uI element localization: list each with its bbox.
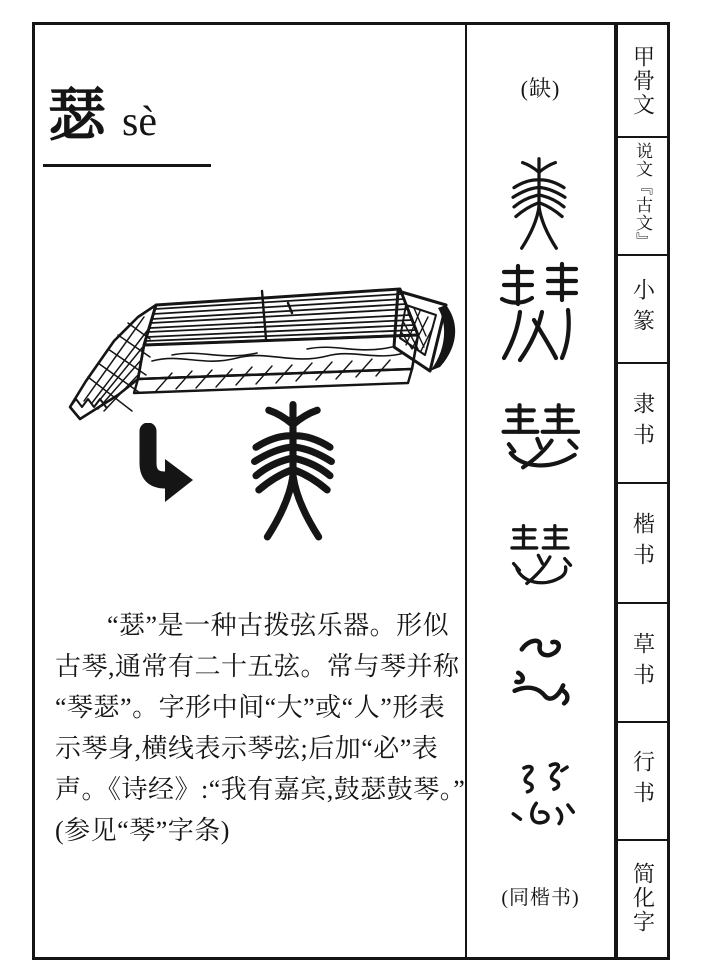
entry-header [48,83,158,148]
pinyin: sè [122,98,158,145]
kaishu-form [507,517,573,597]
definition-line: “琴瑟”。字形中间“大”或“人”形表 [55,693,446,722]
definition-line: 古琴,通常有二十五弦。常与琴并称 [55,652,460,681]
page-frame [32,22,670,960]
label-cell-jiaguwen [618,25,667,138]
shuowen-guwen-form [505,153,573,253]
script-label: 草书 [630,631,656,694]
label-cell-jianhuazi [618,841,667,955]
label-cell-lishu [618,364,667,484]
caoshu-form [502,633,574,709]
definition-line: 示琴身,横线表示琴弦;后加“必”表 [55,734,439,763]
label-cell-shuowen-guwen [618,138,667,256]
script-label: 小篆 [630,278,656,340]
headword: 瑟 [48,83,107,148]
label-cell-caoshu [618,604,667,723]
definition-line: 声。《诗经》:“我有嘉宾,鼓瑟鼓琴。” [55,775,466,804]
definition-line: (参见“琴”字条) [55,816,230,845]
script-forms-pane [465,25,616,957]
xingshu-form [501,759,575,837]
label-cell-xingshu [618,723,667,841]
entry-pane [35,25,465,957]
script-label: 说文『古文』 [633,142,652,250]
definition-line: “瑟”是一种古拨弦乐器。形似 [107,611,450,640]
headword-underline [43,164,211,167]
script-labels-column [616,25,667,957]
script-label: 甲骨文 [630,44,656,117]
oracle-missing-note: (缺) [520,76,561,101]
ancient-se-pictograph [243,396,343,544]
lishu-form [500,399,580,477]
definition-paragraph [55,605,466,851]
script-label: 行书 [630,750,656,812]
script-label: 楷书 [630,512,656,574]
script-label: 简化字 [630,862,656,934]
label-cell-xiaozhuan [618,256,667,364]
curved-down-right-arrow-icon [133,423,193,507]
label-cell-kaishu [618,484,667,604]
simplified-same-note: (同楷书) [501,887,580,909]
xiaozhuan-form [494,260,586,364]
script-label: 隶书 [630,392,656,454]
